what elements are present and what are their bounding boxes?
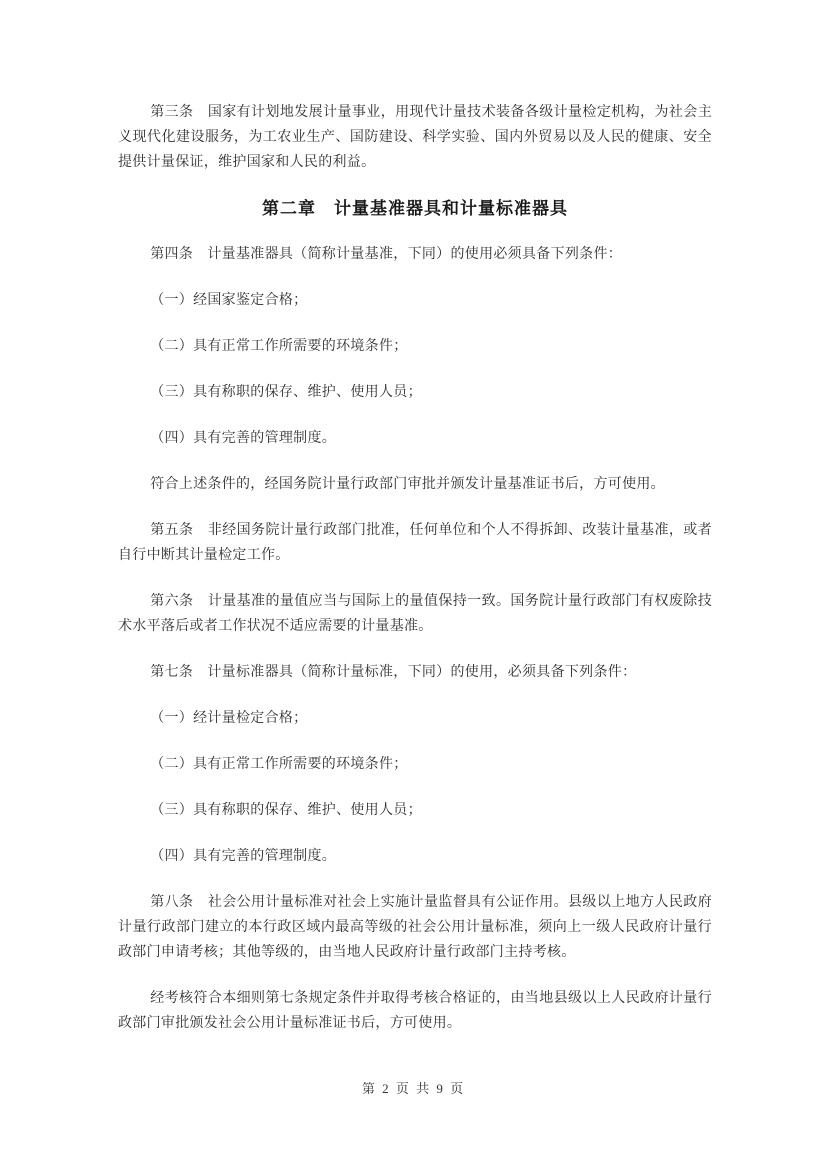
paragraph-article-3: 第三条 国家有计划地发展计量事业，用现代计量技术装备各级计量检定机构，为社会主义现代化建设服务，为工农业生产、国防建设、科学实验、国内外贸易以及人民的健康、安全提供计量保证，维护国家和人民的利益。 xyxy=(118,105,712,170)
paragraph-article-5: 第五条 非经国务院计量行政部门批准，任何单位和个人不得拆卸、改装计量基准，或者自行中断其计量检定工作。 xyxy=(118,523,712,563)
article-7-item-3: （三）具有称职的保存、维护、使用人员； xyxy=(150,803,422,818)
article-4-item-2: （二）具有正常工作所需要的环境条件； xyxy=(150,339,408,354)
paragraph-article-8-closing: 经考核符合本细则第七条规定条件并取得考核合格证的，由当地县级以上人民政府计量行政部门审批颁发社会公用计量标准证书后，方可使用。 xyxy=(118,991,712,1031)
article-4-item-1: （一）经国家鉴定合格； xyxy=(150,293,308,308)
article-7-item-4: （四）具有完善的管理制度。 xyxy=(150,849,337,864)
paragraph-article-6: 第六条 计量基准的量值应当与国际上的量值保持一致。国务院计量行政部门有权废除技术水平落后或者工作状况不适应需要的计量基准。 xyxy=(118,594,712,634)
article-4-item-4: （四）具有完善的管理制度。 xyxy=(150,431,337,446)
chapter-2-heading: 第二章 计量基准器具和计量标准器具 xyxy=(262,199,568,218)
article-4-closing: 符合上述条件的，经国务院计量行政部门审批并颁发计量基准证书后，方可使用。 xyxy=(150,477,665,492)
paragraph-article-8: 第八条 社会公用计量标准对社会上实施计量监督具有公证作用。县级以上地方人民政府计量行政部门建立的本行政区域内最高等级的社会公用计量标准，须向上一级人民政府计量行政部门申请考核；其他等级的，由当地人民政府计量行政部门主持考核。 xyxy=(118,895,712,960)
article-7-item-1: （一）经计量检定合格； xyxy=(150,711,308,726)
paragraph-article-7-intro: 第七条 计量标准器具（简称计量标准，下同）的使用，必须具备下列条件： xyxy=(150,665,637,680)
paragraph-article-4-intro: 第四条 计量基准器具（简称计量基准，下同）的使用必须具备下列条件： xyxy=(150,247,623,262)
article-4-item-3: （三）具有称职的保存、维护、使用人员； xyxy=(150,385,422,400)
article-7-item-2: （二）具有正常工作所需要的环境条件； xyxy=(150,757,408,772)
page-number-footer: 第 2 页 共 9 页 xyxy=(361,1081,466,1096)
